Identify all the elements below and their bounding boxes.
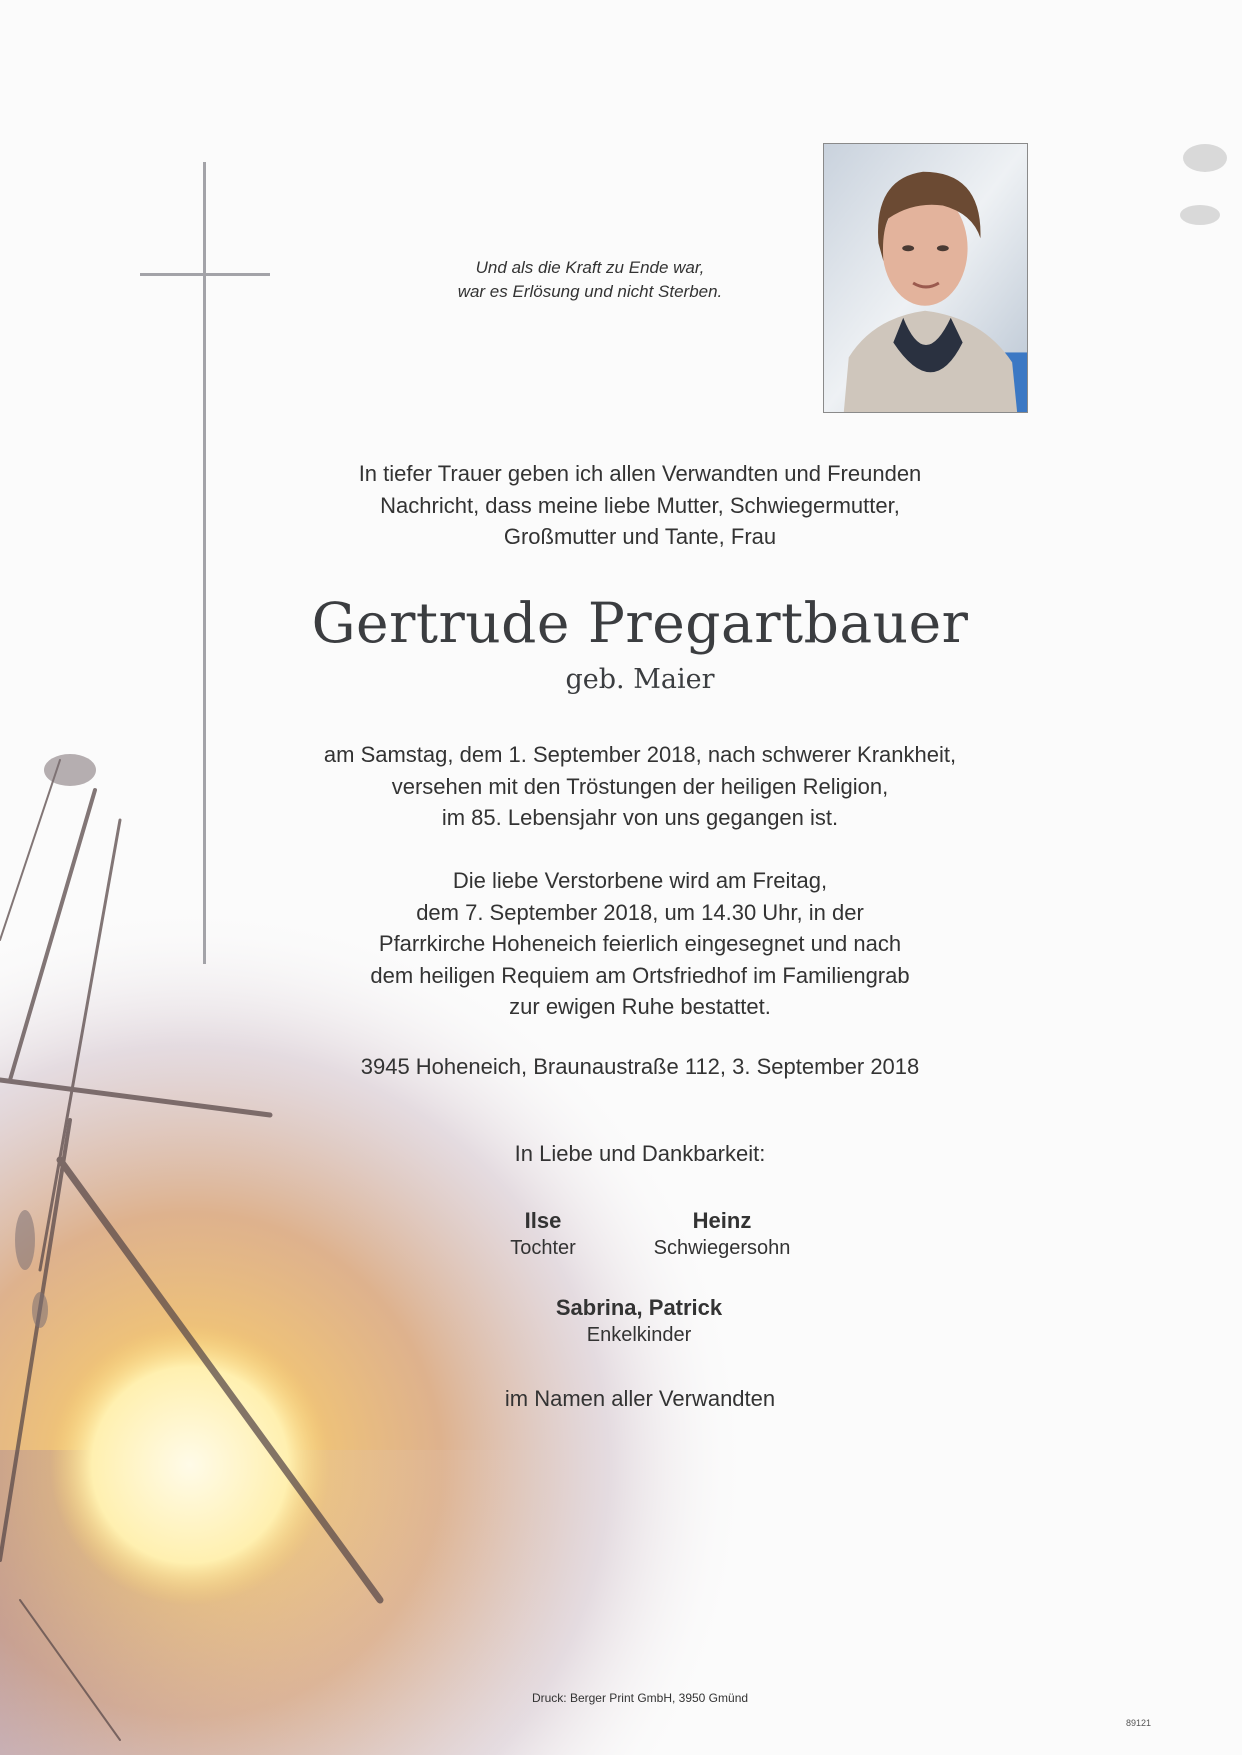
mourner-name: Heinz — [692, 1208, 752, 1233]
mourner-name: Ilse — [524, 1208, 562, 1233]
intro-line: Großmutter und Tante, Frau — [503, 524, 777, 549]
death-notice-line: versehen mit den Tröstungen der heiligen Religion, — [391, 773, 889, 799]
print-code: 89121 — [1126, 1718, 1152, 1728]
portrait-photo — [823, 143, 1028, 413]
thanks-line: In Liebe und Dankbarkeit: — [514, 1141, 766, 1166]
mourner-entry — [622, 1207, 822, 1262]
funeral-line: Die liebe Verstorbene wird am Freitag, — [452, 868, 828, 893]
mourner-entry — [539, 1294, 739, 1349]
address-date-line: 3945 Hoheneich, Braunaustraße 112, 3. September 2018 — [360, 1054, 920, 1079]
cross-vertical-bar — [203, 162, 206, 964]
cross-horizontal-bar — [140, 273, 270, 276]
intro-line: In tiefer Trauer geben ich allen Verwandten und Freunden — [358, 461, 922, 486]
funeral-line: dem 7. September 2018, um 14.30 Uhr, in der — [416, 899, 864, 925]
mourner-entry — [443, 1207, 643, 1262]
mourner-name: Sabrina, Patrick — [555, 1295, 723, 1320]
quote-line: war es Erlösung und nicht Sterben. — [457, 282, 723, 301]
funeral-text — [260, 865, 1020, 1023]
deceased-name: Gertrude Pregartbauer — [311, 591, 969, 655]
on-behalf-line: im Namen aller Verwandten — [504, 1386, 776, 1411]
mourner-relation: Enkelkinder — [586, 1324, 692, 1346]
death-notice-text — [260, 739, 1020, 834]
death-notice-line: am Samstag, dem 1. September 2018, nach schwerer Krankheit, — [323, 742, 957, 767]
memorial-quote — [380, 256, 800, 304]
maiden-name: geb. Maier — [565, 664, 715, 695]
printer-credit: Druck: Berger Print GmbH, 3950 Gmünd — [531, 1691, 749, 1705]
mourner-relation: Schwiegersohn — [653, 1237, 791, 1259]
death-notice-line: im 85. Lebensjahr von uns gegangen ist. — [441, 805, 839, 830]
intro-text — [260, 458, 1020, 553]
mourner-relation: Tochter — [510, 1237, 576, 1259]
intro-line: Nachricht, dass meine liebe Mutter, Schwiegermutter, — [380, 492, 900, 518]
quote-line: Und als die Kraft zu Ende war, — [475, 258, 705, 277]
funeral-line: Pfarrkirche Hoheneich feierlich eingesegnet und nach — [378, 931, 902, 956]
portrait-illustration — [824, 144, 1027, 412]
funeral-line: zur ewigen Ruhe bestattet. — [509, 994, 771, 1019]
funeral-line: dem heiligen Requiem am Ortsfriedhof im Familiengrab — [370, 962, 910, 988]
